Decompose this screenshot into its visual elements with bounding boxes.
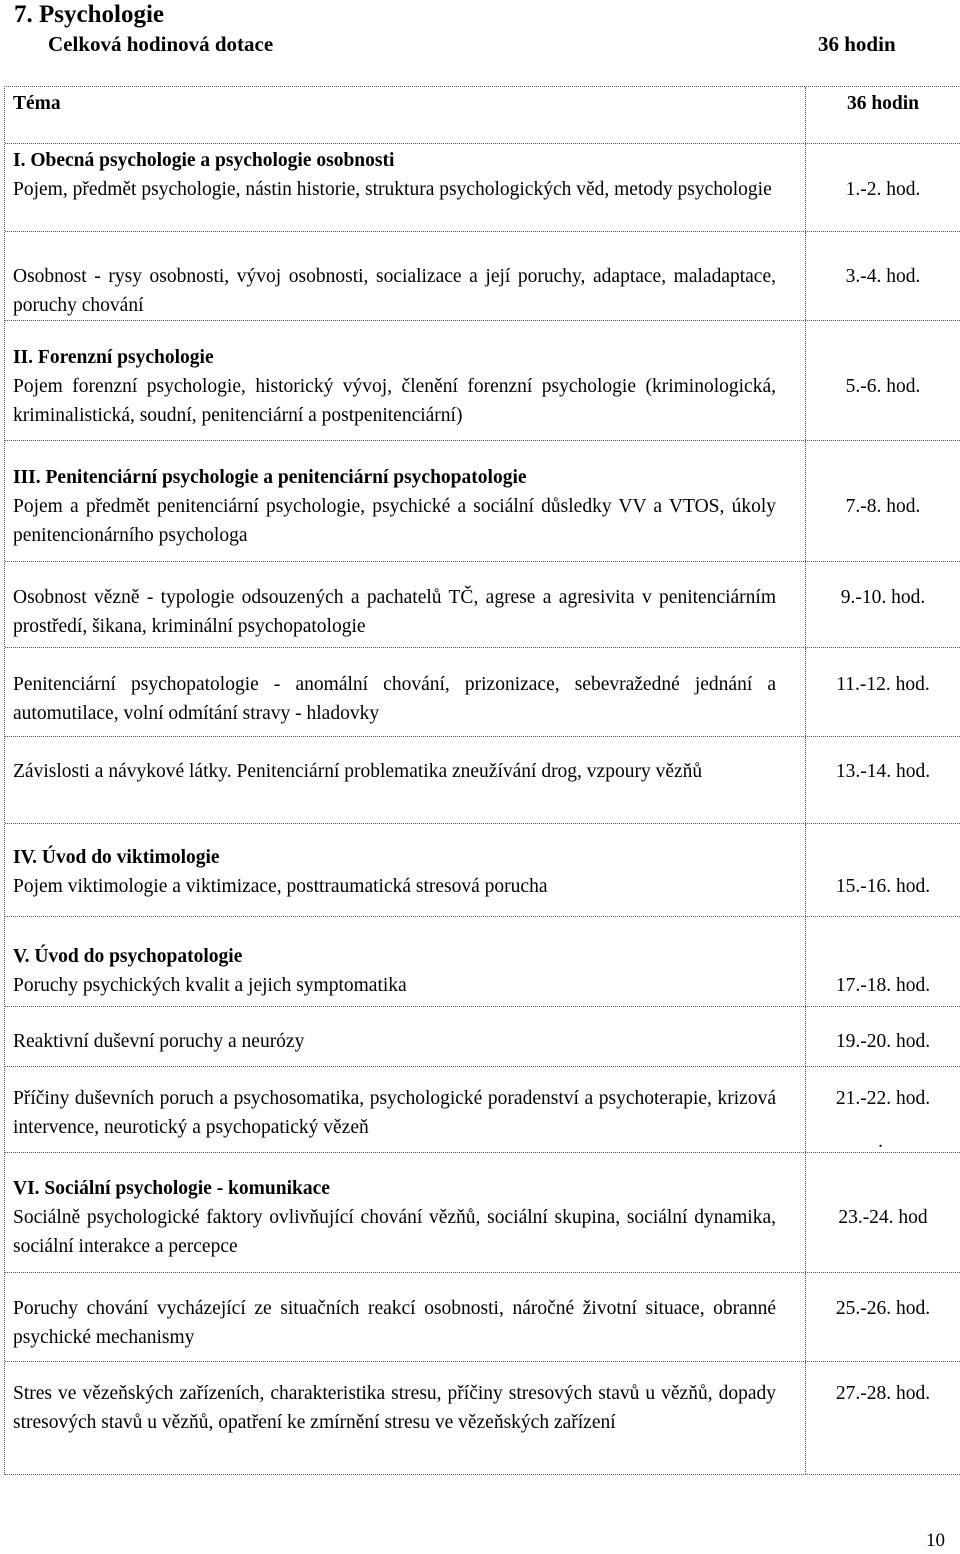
hours-value: 27.-28. hod. bbox=[835, 1383, 931, 1404]
hours-cell bbox=[806, 1153, 960, 1272]
table-row bbox=[5, 737, 960, 824]
topic-cell bbox=[5, 1273, 806, 1361]
hours-cell bbox=[806, 824, 960, 916]
page-title: 7. Psychologie bbox=[14, 1, 164, 28]
topic-text: Závislosti a návykové látky. Penitenciární problematika zneužívání drog, vzpoury vězňů bbox=[13, 761, 703, 782]
hours-cell bbox=[806, 1007, 960, 1066]
section-heading: V. Úvod do psychopatologie bbox=[13, 946, 243, 967]
topic-cell bbox=[5, 1067, 806, 1152]
hours-value: 17.-18. hod. bbox=[835, 975, 931, 996]
page-number: 10 bbox=[926, 1530, 945, 1551]
topic-text: Poruchy chování vycházející ze situačních reakcí osobnosti, náročné životní situace, obranné psychické mechanismy bbox=[13, 1298, 776, 1348]
table-row bbox=[5, 1362, 960, 1475]
hours-value: 9.-10. hod. bbox=[840, 587, 926, 608]
hours-value: 3.-4. hod. bbox=[845, 266, 921, 287]
hours-value: 1.-2. hod. bbox=[845, 179, 921, 200]
topic-text: Pojem, předmět psychologie, nástin historie, struktura psychologických věd, metody psychologie bbox=[13, 179, 772, 200]
hours-cell bbox=[806, 321, 960, 440]
table-header-row bbox=[5, 87, 960, 144]
topic-text: Reaktivní duševní poruchy a neurózy bbox=[13, 1031, 305, 1052]
topic-cell bbox=[5, 321, 806, 440]
hours-cell bbox=[806, 917, 960, 1006]
topic-text: Pojem forenzní psychologie, historický vývoj, členění forenzní psychologie (kriminologická, kriminalistická, soudní, penitenciární a postpenitenciární) bbox=[13, 376, 776, 426]
topic-text: Pojem a předmět penitenciární psychologie, psychické a sociální důsledky VV a VTOS, úkoly penitencionárního psychologa bbox=[13, 496, 776, 546]
section-heading: I. Obecná psychologie a psychologie osobnosti bbox=[13, 150, 395, 171]
hours-value: 7.-8. hod. bbox=[845, 496, 921, 517]
total-hours-label: Celková hodinová dotace bbox=[48, 32, 274, 56]
hours-cell bbox=[806, 737, 960, 823]
topic-cell bbox=[5, 441, 806, 561]
topic-text: Osobnost vězně - typologie odsouzených a pachatelů TČ, agrese a agresivita v penitenciárním prostředí, šikana, kriminální psychopatologie bbox=[13, 587, 776, 637]
topic-text: Poruchy psychických kvalit a jejich symptomatika bbox=[13, 975, 407, 996]
topic-cell bbox=[5, 737, 806, 823]
section-heading: VI. Sociální psychologie - komunikace bbox=[13, 1178, 330, 1199]
topic-text: Pojem viktimologie a viktimizace, posttraumatická stresová porucha bbox=[13, 876, 548, 897]
topic-cell bbox=[5, 232, 806, 320]
hours-value: 19.-20. hod. bbox=[835, 1031, 931, 1052]
hours-cell bbox=[806, 1273, 960, 1361]
topic-cell bbox=[5, 1362, 806, 1474]
table-row bbox=[5, 144, 960, 232]
topic-text: Penitenciární psychopatologie - anomální chování, prizonizace, sebevražedné jednání a automutilace, volní odmítání stravy - hladovky bbox=[13, 674, 776, 724]
hours-cell bbox=[806, 441, 960, 561]
hours-cell bbox=[806, 1067, 960, 1152]
header-hours-cell bbox=[806, 87, 960, 143]
hours-cell bbox=[806, 562, 960, 647]
topic-cell bbox=[5, 144, 806, 231]
topic-text: Sociálně psychologické faktory ovlivňující chování vězňů, sociální skupina, sociální dynamika, sociální interakce a percepce bbox=[13, 1207, 776, 1257]
hours-value: 5.-6. hod. bbox=[845, 376, 921, 397]
table-row bbox=[5, 1067, 960, 1153]
total-hours-value: 36 hodin bbox=[818, 32, 896, 56]
hours-value: 25.-26. hod. bbox=[835, 1298, 931, 1319]
table-row bbox=[5, 1273, 960, 1362]
topic-cell bbox=[5, 917, 806, 1006]
table-row bbox=[5, 1153, 960, 1273]
topic-text: Osobnost - rysy osobnosti, vývoj osobnosti, socializace a její poruchy, adaptace, maladaptace, poruchy chování bbox=[13, 266, 776, 316]
hours-cell bbox=[806, 1362, 960, 1474]
table-row bbox=[5, 232, 960, 321]
table-row bbox=[5, 441, 960, 562]
hours-value: 13.-14. hod. bbox=[835, 761, 931, 782]
table-row bbox=[5, 917, 960, 1007]
hours-cell bbox=[806, 232, 960, 320]
hours-value: 23.-24. hod bbox=[838, 1207, 928, 1228]
hours-value: 11.-12. hod. bbox=[836, 674, 930, 695]
section-heading: IV. Úvod do viktimologie bbox=[13, 847, 220, 868]
section-heading: III. Penitenciární psychologie a penitenciární psychopatologie bbox=[13, 467, 527, 488]
hours-value: 21.-22. hod. bbox=[835, 1088, 931, 1109]
header-topic-cell bbox=[5, 87, 806, 143]
topic-cell bbox=[5, 824, 806, 916]
table-row bbox=[5, 562, 960, 648]
hours-value: 15.-16. hod. bbox=[835, 876, 931, 897]
topic-cell bbox=[5, 562, 806, 647]
topic-cell bbox=[5, 1007, 806, 1066]
topic-cell bbox=[5, 648, 806, 736]
table-row bbox=[5, 321, 960, 441]
topic-text: Stres ve vězeňských zařízeních, charakteristika stresu, příčiny stresových stavů u vězňů, dopady stresových stavů u vězňů, opatření ke zmírnění stresu ve vězeňských zařízení bbox=[13, 1383, 776, 1433]
section-heading: II. Forenzní psychologie bbox=[13, 347, 214, 368]
header-hours: 36 hodin bbox=[846, 93, 920, 114]
syllabus-table bbox=[4, 86, 960, 1475]
table-row bbox=[5, 824, 960, 917]
topic-cell bbox=[5, 1153, 806, 1272]
topic-text: Příčiny duševních poruch a psychosomatika, psychologické poradenství a psychoterapie, krizová intervence, neurotický a psychopatický vězeň bbox=[13, 1088, 776, 1138]
hours-cell bbox=[806, 144, 960, 231]
hours-cell bbox=[806, 648, 960, 736]
table-row bbox=[5, 1007, 960, 1067]
header-topic: Téma bbox=[13, 93, 61, 114]
stray-period: . bbox=[878, 1131, 883, 1152]
table-row bbox=[5, 648, 960, 737]
